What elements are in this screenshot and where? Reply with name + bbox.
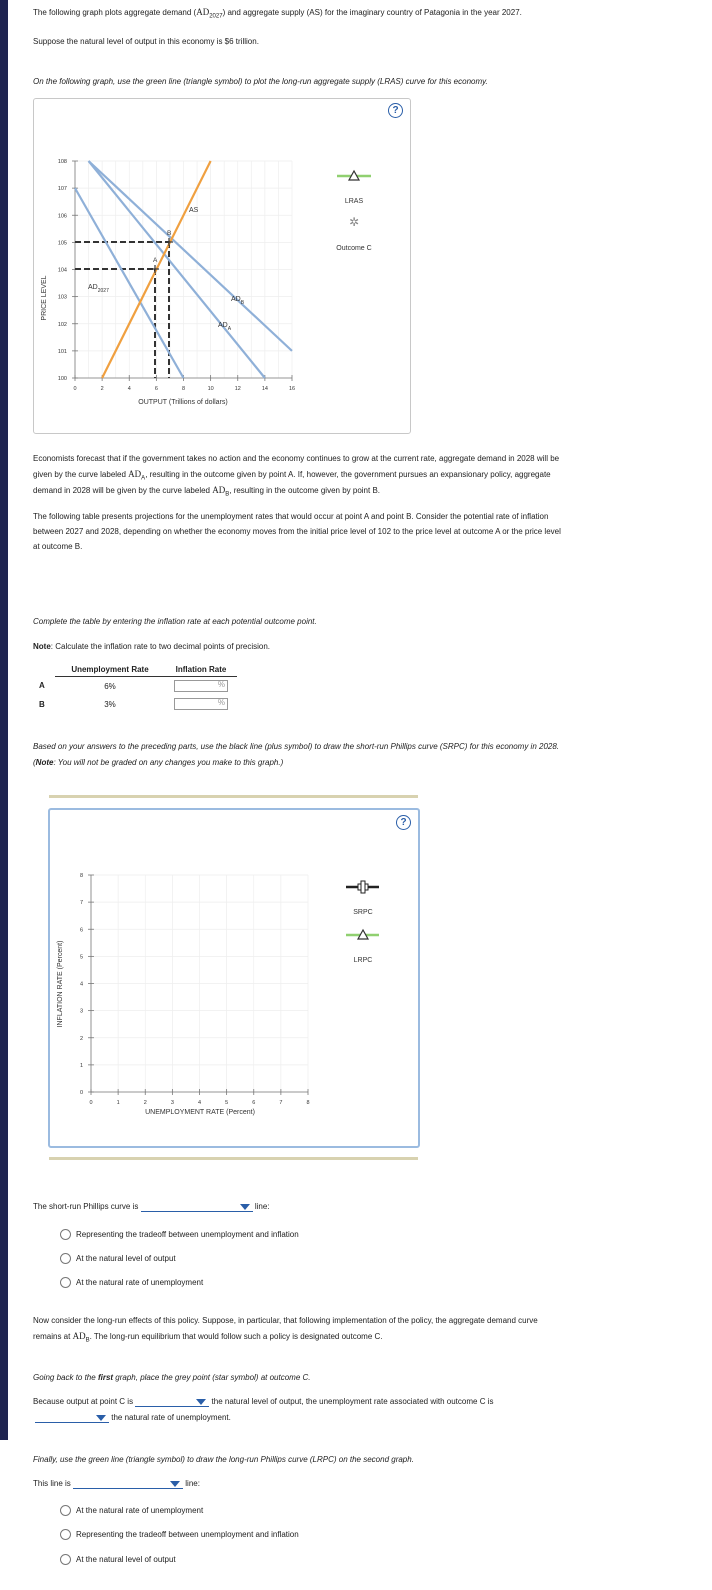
ad2027-label: $AD_{2027}$ bbox=[88, 284, 109, 294]
adb-curve bbox=[89, 161, 292, 351]
graph2-y-axis-label: INFLATION RATE (Percent) bbox=[57, 940, 64, 1028]
left-accent-bar bbox=[0, 0, 8, 1440]
chevron-down-icon bbox=[240, 1204, 250, 1210]
y-tick-label: 101 bbox=[57, 348, 67, 355]
x-tick-label: 2 bbox=[100, 386, 104, 392]
help-icon[interactable]: ? bbox=[388, 103, 403, 118]
intro-line1: The following graph plots aggregate demand $(AD_{2027})$ and aggregate supply (AS) for the imaginary country of Patagonia in the year 2027. bbox=[33, 7, 522, 20]
x-tick-label: 1 bbox=[116, 1100, 120, 1106]
outcome-c-instruction: Going back to the first graph, place the grey point (star symbol) at outcome C. bbox=[33, 1373, 311, 1382]
y-tick-label: 103 bbox=[57, 294, 67, 301]
y-tick-label: 4 bbox=[79, 981, 83, 988]
graph1-x-axis-label: OUTPUT (Trillions of dollars) bbox=[138, 399, 228, 406]
lrpc-instruction: Finally, use the green line (triangle symbol) to draw the long-run Phillips curve (LRPC) on the second graph. bbox=[33, 1455, 414, 1464]
row-label: A bbox=[39, 681, 45, 691]
x-tick-label: 4 bbox=[197, 1100, 202, 1106]
q3-option-1[interactable]: At the natural rate of unemployment bbox=[60, 1505, 203, 1517]
lrpc-legend-label: LRPC bbox=[353, 957, 373, 964]
srpc-legend-label: SRPC bbox=[353, 909, 373, 916]
outcome-c-legend-label: Outcome C bbox=[336, 245, 372, 252]
graph2-x-axis-label: UNEMPLOYMENT RATE (Percent) bbox=[145, 1109, 255, 1116]
col-inflation-header: Inflation Rate bbox=[165, 663, 237, 677]
y-tick-label: 6 bbox=[79, 927, 83, 934]
table-row bbox=[33, 677, 237, 696]
x-tick-label: 14 bbox=[261, 386, 268, 392]
point-a-label: A bbox=[153, 257, 158, 264]
y-tick-label: 105 bbox=[57, 240, 67, 247]
point-b-label: B bbox=[167, 230, 172, 237]
adb-label: $AD_B$ bbox=[231, 296, 245, 306]
x-tick-label: 8 bbox=[306, 1100, 310, 1106]
x-tick-label: 0 bbox=[89, 1100, 93, 1106]
y-tick-label: 7 bbox=[79, 900, 83, 907]
row-label: B bbox=[39, 699, 45, 709]
intro-line2: Suppose the natural level of output in this economy is $6 trillion. bbox=[33, 37, 259, 46]
plus-icon bbox=[358, 881, 368, 893]
y-tick-label: 104 bbox=[57, 267, 67, 274]
col-unemployment-header: Unemployment Rate bbox=[55, 663, 165, 677]
q2-dropdown-unemployment[interactable] bbox=[35, 1412, 109, 1423]
chevron-down-icon bbox=[170, 1481, 180, 1487]
para2-line1: The following table presents projections for the unemployment rates that would occur at point A and point B. Consider the potential rate of inflation bbox=[33, 512, 549, 521]
y-tick-label: 102 bbox=[57, 321, 67, 328]
table-instruction: Complete the table by entering the inflation rate at each potential outcome point. bbox=[33, 617, 317, 626]
outcome-c-tool[interactable] bbox=[349, 215, 359, 229]
q1-question: The short-run Phillips curve is line: bbox=[33, 1202, 270, 1211]
srpc-tool[interactable] bbox=[346, 881, 379, 893]
x-tick-label: 0 bbox=[73, 386, 77, 392]
y-tick-label: 107 bbox=[57, 186, 67, 193]
q2-question-cont: the natural rate of unemployment. bbox=[35, 1411, 231, 1424]
divider-top bbox=[49, 795, 418, 798]
q1-option-1[interactable]: Representing the tradeoff between unemployment and inflation bbox=[60, 1229, 299, 1241]
instruction-lras: On the following graph, use the green line (triangle symbol) to plot the long-run aggregate supply (LRAS) curve for this economy. bbox=[33, 77, 488, 86]
unemployment-value: 6% bbox=[104, 681, 116, 691]
graph2-svg[interactable] bbox=[48, 808, 418, 1146]
q3-option-3[interactable]: At the natural level of output bbox=[60, 1554, 176, 1566]
x-tick-label: 10 bbox=[207, 386, 214, 392]
para3-line2: remains at $AD_B$. The long-run equilibrium that would follow such a policy is designated outcome C. bbox=[33, 1331, 383, 1344]
inflation-table bbox=[33, 663, 237, 713]
chevron-down-icon bbox=[196, 1399, 206, 1405]
para2-line3: at outcome B. bbox=[33, 542, 83, 551]
y-tick-label: 100 bbox=[57, 376, 67, 382]
y-tick-label: 106 bbox=[57, 213, 67, 220]
note: Note: Calculate the inflation rate to two decimal points of precision. bbox=[33, 642, 271, 651]
inflation-input-a[interactable]: % bbox=[174, 680, 228, 692]
x-tick-label: 6 bbox=[252, 1100, 256, 1106]
table-row bbox=[33, 695, 237, 713]
divider-bottom bbox=[49, 1157, 418, 1160]
y-tick-label: 2 bbox=[79, 1035, 83, 1042]
x-tick-label: 7 bbox=[279, 1100, 283, 1106]
graph1-y-axis-label: PRICE LEVEL bbox=[41, 275, 48, 321]
para1-line3: demand in 2028 will be given by the curve labeled $AD_B$, resulting in the outcome given by point B. bbox=[33, 485, 381, 498]
help-icon[interactable]: ? bbox=[396, 815, 411, 830]
x-tick-label: 12 bbox=[234, 386, 241, 392]
q2-dropdown-output[interactable] bbox=[135, 1396, 209, 1407]
q3-question: This line is line: bbox=[33, 1479, 200, 1488]
ada-label: $AD_A$ bbox=[218, 322, 232, 332]
x-tick-label: 6 bbox=[154, 386, 158, 392]
q3-option-2[interactable]: Representing the tradeoff between unemployment and inflation bbox=[60, 1529, 299, 1541]
x-tick-label: 8 bbox=[181, 386, 186, 392]
y-tick-label: 5 bbox=[79, 954, 83, 961]
q1-dropdown[interactable] bbox=[141, 1201, 253, 1212]
para3-line1: Now consider the long-run effects of this policy. Suppose, in particular, that following implementation of the policy, the aggregate demand curve bbox=[33, 1316, 538, 1325]
para1-line1: Economists forecast that if the government takes no action and the economy continues to grow at the current rate, aggregate demand in 2028 will be bbox=[33, 454, 560, 463]
q1-option-2[interactable]: At the natural level of output bbox=[60, 1253, 176, 1265]
lrpc-tool[interactable] bbox=[346, 930, 379, 939]
x-tick-label: 16 bbox=[288, 386, 296, 392]
lras-tool[interactable] bbox=[337, 171, 371, 180]
x-tick-label: 3 bbox=[170, 1100, 174, 1106]
y-tick-label: 8 bbox=[79, 873, 83, 879]
chevron-down-icon bbox=[96, 1415, 106, 1421]
x-tick-label: 2 bbox=[143, 1100, 147, 1106]
q1-option-3[interactable]: At the natural rate of unemployment bbox=[60, 1277, 203, 1289]
inflation-input-b[interactable]: % bbox=[174, 698, 228, 710]
graph2-grid bbox=[91, 875, 308, 1092]
y-tick-label: 108 bbox=[57, 159, 67, 165]
srpc-note: (Note: You will not be graded on any changes you make to this graph.) bbox=[33, 758, 284, 767]
srpc-instruction: Based on your answers to the preceding parts, use the black line (plus symbol) to draw the short-run Phillips curve (SRPC) for this economy in 2028. bbox=[33, 742, 560, 751]
as-label: AS bbox=[189, 207, 199, 214]
q3-dropdown[interactable] bbox=[73, 1478, 183, 1489]
unemployment-value: 3% bbox=[104, 699, 116, 709]
lras-legend-label: LRAS bbox=[344, 198, 364, 205]
y-tick-label: 3 bbox=[79, 1008, 83, 1015]
y-tick-label: 1 bbox=[79, 1062, 83, 1069]
y-tick-label: 0 bbox=[79, 1090, 83, 1096]
x-tick-label: 4 bbox=[127, 386, 131, 392]
para2-line2: between 2027 and 2028, depending on whether the economy moves from the initial price level of 102 to the price level at outcome A or the price level bbox=[33, 527, 561, 536]
q2-question: Because output at point C is the natural level of output, the unemployment rate associated with outcome C is bbox=[33, 1397, 494, 1406]
graph1-svg[interactable] bbox=[33, 98, 410, 433]
x-tick-label: 5 bbox=[225, 1100, 229, 1106]
para1-line2: given by the curve labeled $AD_A$, resulting in the outcome given by point A. If, however, the government pursues an expansionary policy, aggregate bbox=[33, 469, 551, 482]
star-icon: ✲ bbox=[348, 215, 360, 229]
